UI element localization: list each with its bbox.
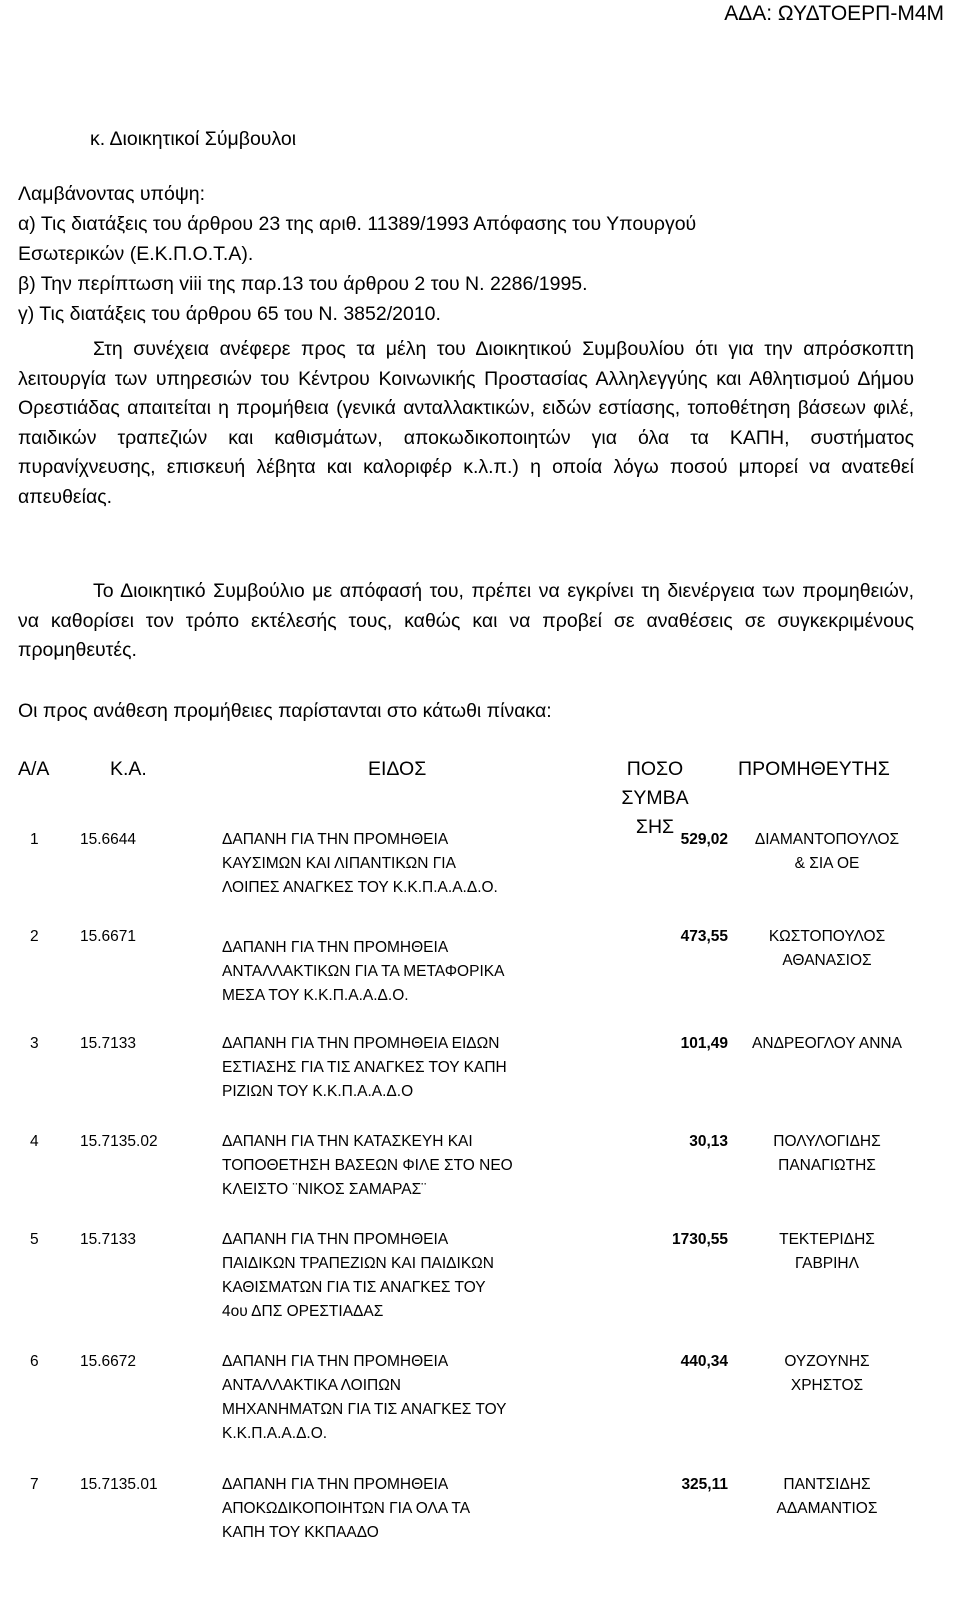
row-ka: 15.6644 (80, 831, 137, 848)
row-ka: 15.6672 (80, 1353, 137, 1370)
row-amount: 1730,55 (671, 1231, 728, 1248)
row-aa: 1 (30, 831, 39, 848)
header-ka: Κ.Α. (110, 758, 147, 780)
consideration-b: β) Την περίπτωση viii της παρ.13 του άρθρου 2 του Ν. 2286/1995. (18, 273, 588, 295)
row-eidos-line: ΤΟΠΟΘΕΤΗΣΗ ΒΑΣΕΩΝ ΦΙΛΕ ΣΤΟ ΝΕΟ (222, 1157, 513, 1174)
header-eidos: ΕΙΔΟΣ (368, 758, 427, 780)
table-intro: Οι προς ανάθεση προμήθειες παρίστανται στο κάτωθι πίνακα: (18, 700, 552, 722)
paragraph-2 (18, 577, 914, 666)
row-eidos-line: ΔΑΠΑΝΗ ΓΙΑ ΤΗΝ ΠΡΟΜΗΘΕΙΑ (222, 939, 449, 956)
row-supplier (722, 1350, 932, 1398)
row-eidos (222, 936, 504, 1008)
row-supplier-line: ΔΙΑΜΑΝΤΟΠΟΥΛΟΣ (754, 831, 900, 848)
row-ka: 15.7133 (80, 1035, 137, 1052)
considering-heading: Λαμβάνοντας υπόψη: (18, 183, 206, 205)
row-ka: 15.7135.02 (80, 1133, 158, 1150)
header-supplier: ΠΡΟΜΗΘΕΥΤΗΣ (738, 758, 890, 780)
row-supplier-line: ΑΘΑΝΑΣΙΟΣ (782, 952, 872, 969)
row-supplier-line: ΤΕΚΤΕΡΙΔΗΣ (779, 1231, 875, 1248)
row-aa: 6 (30, 1353, 39, 1370)
row-aa: 3 (30, 1035, 39, 1052)
consideration-a-line2: Εσωτερικών (Ε.Κ.Π.Ο.Τ.Α). (18, 243, 254, 265)
header-amount-line2: ΣΥΜΒΑ (621, 787, 689, 809)
row-eidos (222, 1228, 494, 1324)
row-amount: 529,02 (680, 831, 728, 848)
row-eidos (222, 1130, 513, 1202)
row-eidos-line: ΔΑΠΑΝΗ ΓΙΑ ΤΗΝ ΠΡΟΜΗΘΕΙΑ (222, 1353, 449, 1370)
row-amount: 325,11 (681, 1476, 728, 1493)
row-supplier-line: ΠΑΝΑΓΙΩΤΗΣ (778, 1157, 876, 1174)
row-amount: 473,55 (680, 928, 728, 945)
row-eidos (222, 1473, 470, 1545)
row-supplier-line: ΓΑΒΡΙΗΛ (795, 1255, 859, 1272)
row-supplier-line: ΑΝΔΡΕΟΓΛΟΥ ΑΝΝΑ (752, 1035, 902, 1052)
row-eidos-line: ΔΑΠΑΝΗ ΓΙΑ ΤΗΝ ΠΡΟΜΗΘΕΙΑ (222, 1476, 449, 1493)
row-eidos-line: ΑΝΤΑΛΛΑΚΤΙΚΑ ΛΟΙΠΩΝ (222, 1377, 401, 1394)
row-eidos-line: ΚΑΠΗ ΤΟΥ ΚΚΠΑΑΔΟ (222, 1524, 379, 1541)
row-eidos-line: ΚΛΕΙΣΤΟ ¨ΝΙΚΟΣ ΣΑΜΑΡΑΣ¨ (222, 1181, 427, 1198)
row-eidos-line: ΔΑΠΑΝΗ ΓΙΑ ΤΗΝ ΠΡΟΜΗΘΕΙΑ (222, 831, 449, 848)
item-k: κ. Διοικητικοί Σύμβουλοι (90, 128, 297, 150)
row-supplier-line: ΚΩΣΤΟΠΟΥΛΟΣ (768, 928, 886, 945)
consideration-c: γ) Τις διατάξεις του άρθρου 65 του Ν. 3852/2010. (18, 303, 441, 325)
row-supplier-line: ΟΥΖΟΥΝΗΣ (784, 1353, 870, 1370)
row-supplier (722, 1032, 932, 1056)
header-aa: Α/Α (18, 758, 50, 780)
row-ka: 15.7135.01 (80, 1476, 158, 1493)
row-eidos-line: ΑΝΤΑΛΛΑΚΤΙΚΩΝ ΓΙΑ ΤΑ ΜΕΤΑΦΟΡΙΚΑ (222, 963, 505, 980)
row-supplier-line: ΧΡΗΣΤΟΣ (790, 1377, 864, 1394)
row-eidos-line: ΜΕΣΑ ΤΟΥ Κ.Κ.Π.Α.Α.Δ.Ο. (222, 987, 409, 1004)
row-ka: 15.6671 (80, 928, 137, 945)
paragraph-1 (18, 335, 914, 513)
header-amount-line1: ΠΟΣΟ (626, 758, 684, 780)
row-eidos-line: ΔΑΠΑΝΗ ΓΙΑ ΤΗΝ ΚΑΤΑΣΚΕΥΗ ΚΑΙ (222, 1133, 473, 1150)
row-eidos-line: ΑΠΟΚΩΔΙΚΟΠΟΙΗΤΩΝ ΓΙΑ ΟΛΑ ΤΑ (222, 1500, 471, 1517)
row-aa: 4 (30, 1133, 39, 1150)
row-eidos-line: Κ.Κ.Π.Α.Α.Δ.Ο. (222, 1425, 328, 1442)
row-eidos (222, 828, 498, 900)
row-eidos-line: ΡΙΖΙΩΝ ΤΟΥ Κ.Κ.Π.Α.Α.Δ.Ο (222, 1083, 414, 1100)
row-supplier (722, 925, 932, 973)
row-amount: 101,49 (680, 1035, 728, 1052)
header-amount-line3: ΣΗΣ (635, 816, 675, 838)
row-supplier-line: ΠΟΛΥΛΟΓΙΔΗΣ (773, 1133, 881, 1150)
ada-code: ΑΔΑ: ΩΥΔΤΟΕΡΠ-Μ4Μ (724, 2, 944, 25)
row-eidos-line: ΜΗΧΑΝΗΜΑΤΩΝ ΓΙΑ ΤΙΣ ΑΝΑΓΚΕΣ ΤΟΥ (222, 1401, 507, 1418)
row-eidos-line: ΕΣΤΙΑΣΗΣ ΓΙΑ ΤΙΣ ΑΝΑΓΚΕΣ ΤΟΥ ΚΑΠΗ (222, 1059, 507, 1076)
row-eidos-line: ΚΑΘΙΣΜΑΤΩΝ ΓΙΑ ΤΙΣ ΑΝΑΓΚΕΣ ΤΟΥ (222, 1279, 486, 1296)
row-aa: 2 (30, 928, 39, 945)
row-supplier-line: ΑΔΑΜΑΝΤΙΟΣ (776, 1500, 878, 1517)
row-ka: 15.7133 (80, 1231, 137, 1248)
row-amount: 440,34 (680, 1353, 728, 1370)
row-supplier (722, 1228, 932, 1276)
consideration-a-line1: α) Τις διατάξεις του άρθρου 23 της αριθ. 11389/1993 Απόφασης του Υπουργού (18, 213, 697, 235)
paragraph-2-text: Το Διοικητικό Συμβούλιο με απόφασή του, πρέπει να εγκρίνει τη διενέργεια των προμηθειών, να καθορίσει τον τρόπο εκτέλεσής τους, καθώς και να προβεί σε αναθέσεις σε συγκεκριμένους προμηθευτές. (18, 580, 914, 662)
row-supplier (722, 1130, 932, 1178)
row-eidos (222, 1350, 506, 1446)
row-amount: 30,13 (689, 1133, 728, 1150)
row-eidos-line: ΔΑΠΑΝΗ ΓΙΑ ΤΗΝ ΠΡΟΜΗΘΕΙΑ ΕΙΔΩΝ (222, 1035, 500, 1052)
row-eidos (222, 1032, 507, 1104)
row-eidos-line: ΚΑΥΣΙΜΩΝ ΚΑΙ ΛΙΠΑΝΤΙΚΩΝ ΓΙΑ (222, 855, 456, 872)
row-aa: 7 (30, 1476, 39, 1493)
row-supplier-line: ΠΑΝΤΣΙΔΗΣ (783, 1476, 871, 1493)
row-supplier (722, 828, 932, 876)
row-supplier-line: & ΣΙΑ ΟΕ (794, 855, 860, 872)
row-eidos-line: ΔΑΠΑΝΗ ΓΙΑ ΤΗΝ ΠΡΟΜΗΘΕΙΑ (222, 1231, 449, 1248)
row-eidos-line: ΛΟΙΠΕΣ ΑΝΑΓΚΕΣ ΤΟΥ Κ.Κ.Π.Α.Α.Δ.Ο. (222, 879, 498, 896)
paragraph-1-text: Στη συνέχεια ανέφερε προς τα μέλη του Διοικητικού Συμβουλίου ότι για την απρόσκοπτη λειτουργία των υπηρεσιών του Κέντρου Κοινωνικής Προστασίας Αλληλεγγύης και Αθλητισμού Δήμου Ορεστιάδας απαιτείται η προμήθεια (γενικά ανταλλακτικών, ειδών εστίασης, τοποθέτηση βάσεων φιλέ, παιδικών τραπεζιών και καθισμάτων, αποκωδικοποιητών για όλα τα ΚΑΠΗ, συστήματος πυρανίχνευσης, επισκευή λέβητα και καλοριφέρ κ.λ.π.) η οποία λόγω ποσού μπορεί να ανατεθεί απευθείας. (18, 338, 914, 508)
row-eidos-line: 4ου ΔΠΣ ΟΡΕΣΤΙΑΔΑΣ (222, 1303, 384, 1320)
row-aa: 5 (30, 1231, 39, 1248)
row-supplier (722, 1473, 932, 1521)
row-eidos-line: ΠΑΙΔΙΚΩΝ ΤΡΑΠΕΖΙΩΝ ΚΑΙ ΠΑΙΔΙΚΩΝ (222, 1255, 494, 1272)
